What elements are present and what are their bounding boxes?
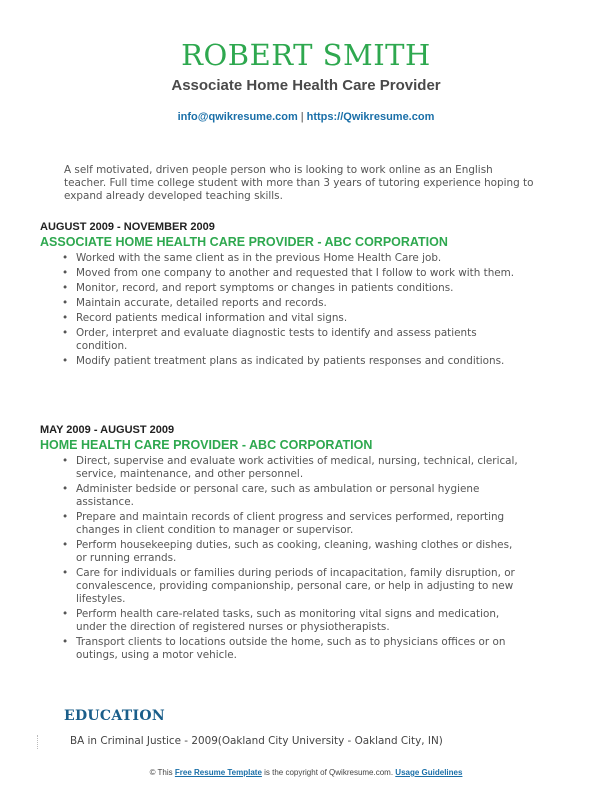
candidate-title: Associate Home Health Care Provider	[171, 77, 441, 94]
duty-item: • Transport clients to locations outside the home, such as to physicians offices or on outings, using a motor vehicle.	[76, 636, 526, 662]
free-resume-template-link[interactable]: Free Resume Template	[174, 768, 262, 777]
website-link[interactable]: https://Qwikresume.com	[306, 111, 435, 123]
duty-item: • Perform health care-related tasks, such as monitoring vital signs and medication, under the direction of registered nurses or physiotherapists.	[76, 608, 526, 634]
job-role: HOME HEALTH CARE PROVIDER - ABC CORPORATION	[40, 438, 373, 452]
email-link[interactable]: info@qwikresume.com	[177, 111, 298, 123]
experience-entry	[40, 424, 540, 664]
summary-paragraph: A self motivated, driven people person who is looking to work online as an English teacher. Full time college student with more than 3 years of tutoring experience hoping to expand already developed teaching skills.	[64, 164, 534, 202]
job-dates: MAY 2009 - AUGUST 2009	[40, 424, 175, 436]
job-role: ASSOCIATE HOME HEALTH CARE PROVIDER - ABC CORPORATION	[40, 235, 448, 249]
education-heading: EDUCATION	[64, 708, 165, 724]
contact-separator: |	[300, 111, 304, 123]
job-dates: AUGUST 2009 - NOVEMBER 2009	[40, 221, 215, 233]
duty-item: • Worked with the same client as in the previous Home Health Care job.	[76, 252, 526, 265]
duty-item: • Modify patient treatment plans as indicated by patients responses and conditions.	[76, 355, 526, 368]
duty-item: • Administer bedside or personal care, such as ambulation or personal hygiene assistance.	[76, 483, 526, 509]
job-duties	[40, 252, 540, 368]
duty-item: • Maintain accurate, detailed reports and records.	[76, 297, 526, 310]
contact-line	[0, 111, 612, 123]
duty-item: • Perform housekeeping duties, such as cooking, cleaning, washing clothes or dishes, or running errands.	[76, 539, 526, 565]
duty-item: • Direct, supervise and evaluate work activities of medical, nursing, technical, clerical, service, maintenance, and other personnel.	[76, 455, 526, 481]
usage-guidelines-link[interactable]: Usage Guidelines	[395, 768, 463, 777]
duty-item: • Record patients medical information and vital signs.	[76, 312, 526, 325]
duty-item: • Moved from one company to another and requested that I follow to work with them.	[76, 267, 526, 280]
duty-item: • Prepare and maintain records of client progress and services performed, reporting changes in client condition to manager or supervisor.	[76, 511, 526, 537]
duty-item: • Care for individuals or families during periods of incapacitation, family disruption, or convalescence, providing companionship, personal care, or help in adjusting to new lifestyles.	[76, 567, 526, 606]
education-entry: BA in Criminal Justice - 2009(Oakland City University - Oakland City, IN)	[70, 735, 443, 747]
candidate-name: ROBERT SMITH	[181, 38, 431, 72]
copyright-footer	[0, 768, 612, 777]
job-duties	[40, 455, 540, 662]
education-divider	[37, 735, 39, 749]
footer-prefix: © This	[149, 768, 173, 777]
duty-item: • Order, interpret and evaluate diagnostic tests to identify and assess patients condition.	[76, 327, 526, 353]
experience-entry	[40, 221, 540, 370]
footer-middle: is the copyright of Qwikresume.com.	[264, 768, 394, 777]
duty-item: • Monitor, record, and report symptoms or changes in patients conditions.	[76, 282, 526, 295]
